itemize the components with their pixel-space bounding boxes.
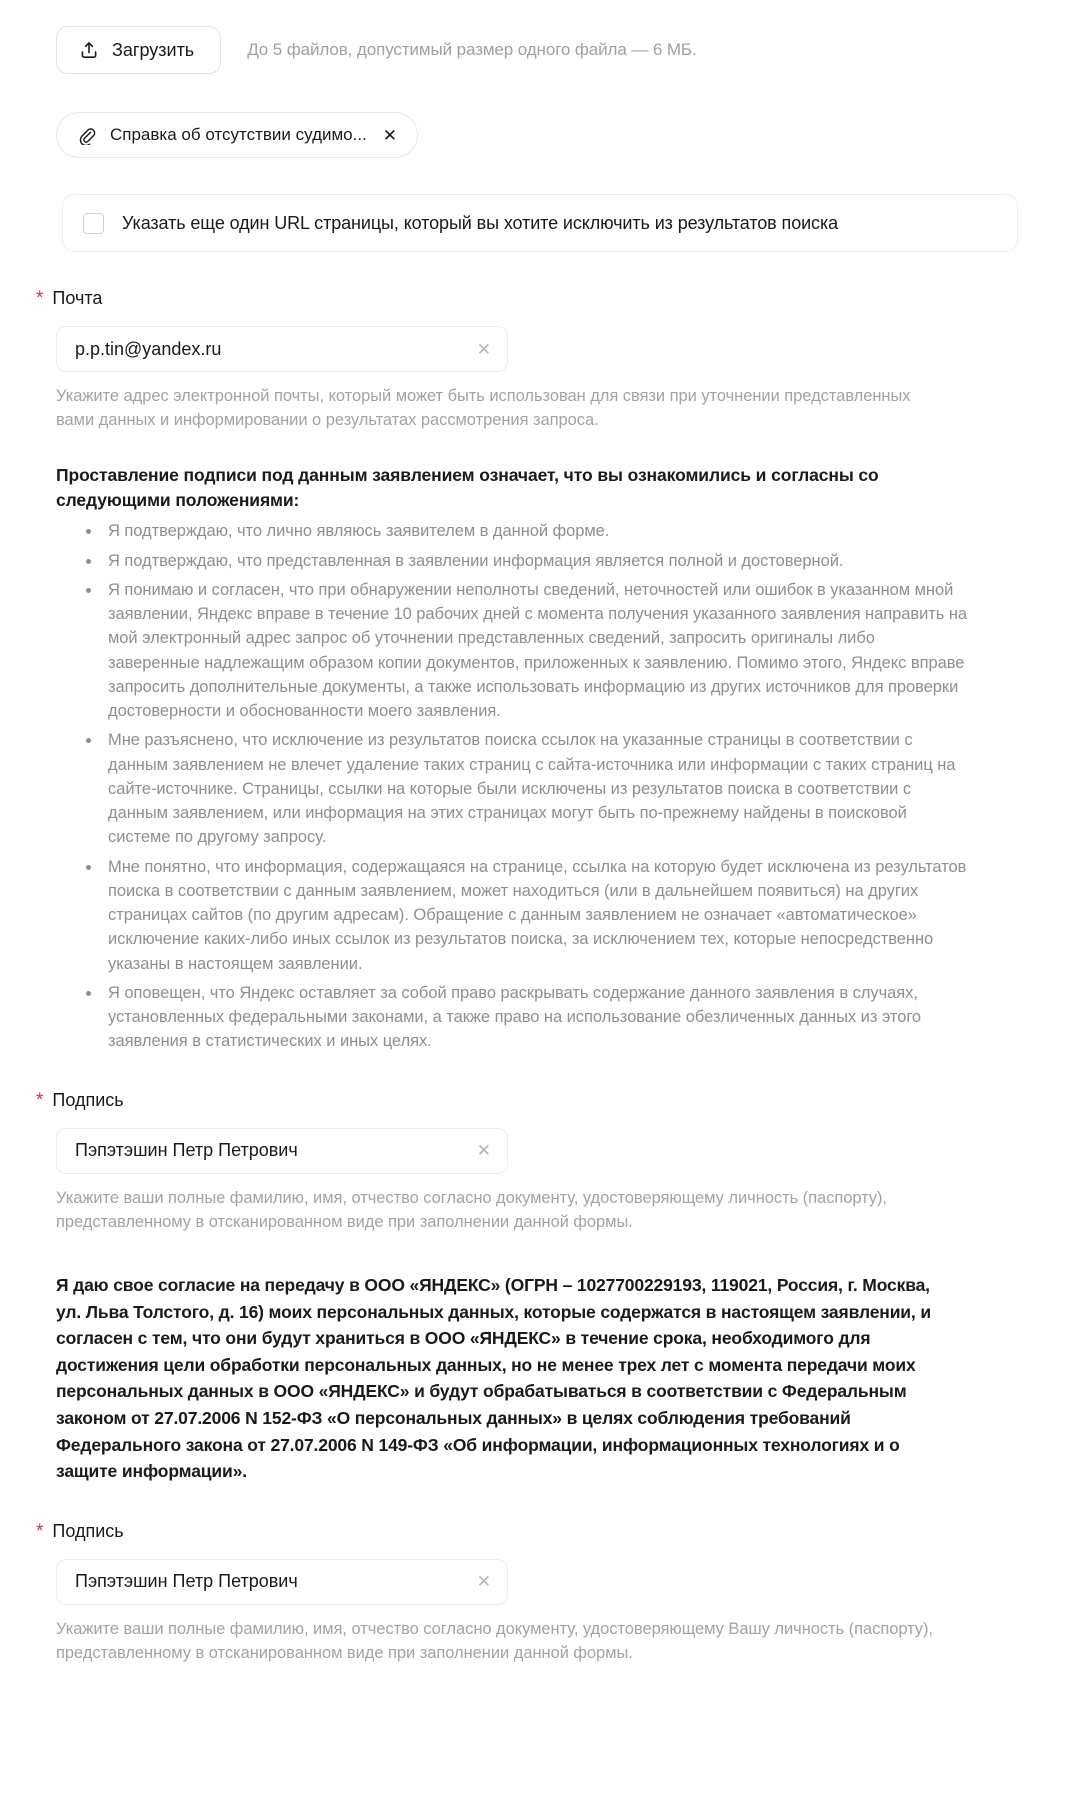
clear-signature-2-icon[interactable]: ✕ xyxy=(476,1572,491,1592)
signature-2-input-wrap[interactable] xyxy=(56,1559,508,1605)
terms-heading: Проставление подписи под данным заявлением означает, что вы ознакомились и согласны со следующими положениями: xyxy=(56,464,879,510)
clear-email-icon[interactable]: ✕ xyxy=(476,339,491,359)
extra-url-checkbox-label: Указать еще один URL страницы, который вы хотите исключить из результатов поиска xyxy=(122,212,839,233)
upload-icon xyxy=(79,40,99,60)
signature-1-helper-text: Укажите ваши полные фамилию, имя, отчество согласно документу, удостоверяющему личность (паспорту), представленному в отсканированном виде при заполнении данной формы. xyxy=(56,1188,887,1231)
extra-url-checkbox[interactable] xyxy=(62,194,1018,252)
list-item: Мне понятно, что информация, содержащаяся на странице, ссылка на которую будет исключена из результатов поиска в соответствии с данным заявлением, может находиться (или в дальнейшем появиться) на других страницах сайтов (по другим адресам). Обращение с данным заявлением не означает «автоматическое» исключение каких-либо иных ссылок из результатов поиска, за исключением тех, которые непосредственно указаны в настоящем заявлении. xyxy=(108,855,968,976)
consent-paragraph: Я даю свое согласие на передачу в ООО «ЯНДЕКС» (ОГРН – 1027700229193, 119021, Россия, г. Москва, ул. Льва Толстого, д. 16) моих персональных данных, которые содержатся в настоящем заявлении, и согласен с тем, что они будут храниться в ООО «ЯНДЕКС» в течение срока, необходимого для достижения цели обработки персональных данных, но не менее трех лет с момента передачи моих персональных данных в ООО «ЯНДЕКС» и будут обрабатываться в соответствии с Федеральным законом от 27.07.2006 N 152-ФЗ «О персональных данных» в целях соблюдения требований Федерального закона от 27.07.2006 N 149-ФЗ «Об информации, информационных технологиях и о защите информации». xyxy=(56,1275,931,1482)
list-item: Мне разъяснено, что исключение из результатов поиска ссылок на указанные страницы в соответствии с данным заявлением не влечет удаление таких страниц с сайта-источника или информации с таких страниц на сайте-источнике. Страницы, ссылки на которые были исключены из результатов поиска в соответствии с данным заявлением, или информация на этих страницах могут быть по-прежнему найдены в поисковой системе по другому запросу. xyxy=(108,728,968,849)
terms-list xyxy=(56,519,968,1053)
attachment-list xyxy=(0,74,1087,158)
required-marker: * xyxy=(36,1520,44,1542)
list-item: Я подтверждаю, что лично являюсь заявителем в данной форме. xyxy=(108,519,968,543)
checkbox-box-icon[interactable] xyxy=(83,213,104,234)
email-input-wrap[interactable] xyxy=(56,326,508,372)
remove-attachment-icon[interactable]: ✕ xyxy=(382,125,398,145)
signature-2-label xyxy=(36,1521,1087,1542)
list-item: Я понимаю и согласен, что при обнаружении неполноты сведений, неточностей или ошибок в указанном мной заявлении, Яндекс вправе в течение 10 рабочих дней с момента получения указанного заявления направить на мой электронный адрес запрос об уточнении представленных сведений, запросить оригиналы либо заверенные надлежащим образом копии документов, приложенных к заявлению. Помимо этого, Яндекс вправе запросить дополнительные документы, а также использовать информацию из других источников для проверки достоверности и обоснованности моего заявления. xyxy=(108,578,968,724)
email-label xyxy=(36,288,1087,309)
email-input[interactable] xyxy=(75,339,469,360)
signature-1-label xyxy=(36,1090,1087,1111)
email-helper-text: Укажите адрес электронной почты, который может быть использован для связи при уточнении представленных вами данных и информировании о результатах рассмотрения запроса. xyxy=(56,387,911,430)
signature-2-input[interactable] xyxy=(75,1571,469,1592)
upload-button[interactable] xyxy=(56,26,221,74)
signature-2-helper-text: Укажите ваши полные фамилию, имя, отчество согласно документу, удостоверяющему Вашу личность (паспорту), представленному в отсканированном виде при заполнении данной формы. xyxy=(56,1619,933,1662)
signature-1-input-wrap[interactable] xyxy=(56,1128,508,1174)
upload-row xyxy=(0,0,1087,74)
upload-button-label: Загрузить xyxy=(112,39,195,60)
attachment-chip[interactable] xyxy=(56,112,418,158)
clear-signature-1-icon[interactable]: ✕ xyxy=(476,1141,491,1160)
signature-1-input[interactable] xyxy=(75,1140,469,1161)
required-marker: * xyxy=(36,1089,44,1111)
signature-1-label-text: Подпись xyxy=(52,1089,124,1110)
list-item: Я оповещен, что Яндекс оставляет за собой право раскрывать содержание данного заявления в случаях, установленных федеральными законами, а также право на использование обезличенных данных из этого заявления в статистических и иных целях. xyxy=(108,981,968,1054)
bottom-spacer xyxy=(0,1665,1087,1669)
list-item: Я подтверждаю, что представленная в заявлении информация является полной и достоверной. xyxy=(108,549,968,573)
signature-2-label-text: Подпись xyxy=(52,1520,124,1541)
upload-hint: До 5 файлов, допустимый размер одного файла — 6 МБ. xyxy=(247,40,697,59)
paperclip-icon xyxy=(77,126,96,145)
attachment-name: Справка об отсутствии судимо... xyxy=(110,125,367,144)
required-marker: * xyxy=(36,288,44,309)
email-label-text: Почта xyxy=(52,288,103,308)
